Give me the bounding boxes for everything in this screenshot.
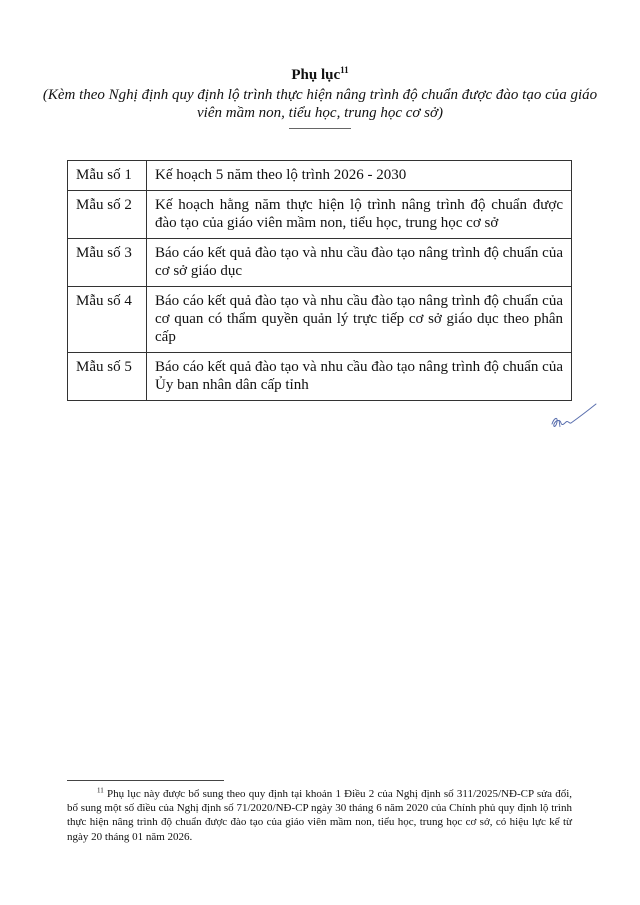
- title-footnote-ref: 11: [340, 65, 349, 75]
- footnote-separator: [67, 780, 224, 781]
- footnote-marker: 11: [97, 786, 104, 795]
- form-code-cell: Mẫu số 1: [68, 161, 147, 191]
- title-divider: [289, 128, 351, 129]
- signature-icon: [548, 402, 598, 434]
- form-description-cell: Kế hoạch 5 năm theo lộ trình 2026 - 2030: [147, 161, 572, 191]
- annex-table: [67, 160, 572, 401]
- footnote-paragraph: [67, 787, 572, 844]
- table-row: [68, 353, 572, 401]
- footnote-text: Phụ lục này được bổ sung theo quy định tại khoản 1 Điều 2 của Nghị định số 311/2025/NĐ-CP sửa đổi, bổ sung một số điều của Nghị định số 71/2020/NĐ-CP ngày 30 tháng 6 năm 2020 của Chính phủ quy định lộ trình thực hiện nâng trình độ chuẩn được đào tạo của giáo viên mầm non, tiểu học, trung học cơ sở, có hiệu lực kể từ ngày 20 tháng 01 năm 2026.: [67, 788, 573, 843]
- form-description-cell: Báo cáo kết quả đào tạo và nhu cầu đào tạo nâng trình độ chuẩn của Ủy ban nhân dân cấp tỉnh: [147, 353, 572, 401]
- form-code-cell: Mẫu số 2: [68, 191, 147, 239]
- footnote: [67, 787, 572, 844]
- form-code-cell: Mẫu số 5: [68, 353, 147, 401]
- page-subtitle: (Kèm theo Nghị định quy định lộ trình thực hiện nâng trình độ chuẩn được đào tạo của giáo viên mầm non, tiểu học, trung học cơ sở): [42, 87, 598, 121]
- form-code-cell: Mẫu số 4: [68, 287, 147, 353]
- table-row: [68, 239, 572, 287]
- form-code-cell: Mẫu số 3: [68, 239, 147, 287]
- table-row: [68, 161, 572, 191]
- form-description-cell: Báo cáo kết quả đào tạo và nhu cầu đào tạo nâng trình độ chuẩn của cơ quan có thẩm quyền quản lý trực tiếp cơ sở giáo dục theo phân cấp: [147, 287, 572, 353]
- title-text: Phụ lục: [291, 67, 341, 83]
- annex-table-body: [68, 161, 572, 401]
- table-row: [68, 287, 572, 353]
- table-row: [68, 191, 572, 239]
- form-description-cell: Kế hoạch hằng năm thực hiện lộ trình nâng trình độ chuẩn được đào tạo của giáo viên mầm non, tiểu học, trung học cơ sở: [147, 191, 572, 239]
- form-description-cell: Báo cáo kết quả đào tạo và nhu cầu đào tạo nâng trình độ chuẩn của cơ sở giáo dục: [147, 239, 572, 287]
- page-title: [0, 66, 640, 84]
